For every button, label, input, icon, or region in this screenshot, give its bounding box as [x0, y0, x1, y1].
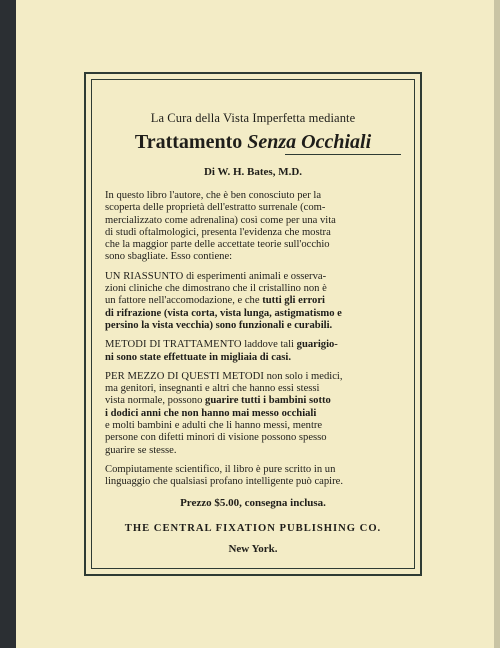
mezzo-line-3 [105, 395, 401, 407]
city: New York. [228, 542, 278, 555]
advertisement-frame [84, 72, 422, 576]
mezzo-paragraph [105, 371, 401, 457]
mezzo-caps: PER MEZZO DI QUESTI METODI [105, 370, 264, 382]
riassunto-line-5: persino la vista vecchia) sono funzionali e curabili. [105, 319, 333, 331]
title-italic: Senza Occhiali [247, 131, 372, 153]
riassunto-text: un fattore nell'accomodazione, e che [105, 295, 263, 307]
mezzo-line-5: e molti bambini e adulti che li hanno messi, mentre [105, 420, 323, 432]
subtitle: La Cura della Vista Imperfetta mediante [150, 111, 356, 125]
riassunto-text: di esperimenti animali e osserva- [183, 270, 327, 282]
mezzo-line-6: persone con difetti minori di visione possono spesso [105, 432, 327, 444]
intro-line: sono sbagliate. Esso contiene: [105, 251, 233, 263]
advertisement-inner-frame [91, 79, 415, 569]
title-underline [285, 154, 401, 155]
page-edge [494, 0, 500, 648]
publisher: THE CENTRAL FIXATION PUBLISHING CO. [124, 522, 382, 534]
mezzo-line-4: i dodici anni che non hanno mai messo occhiali [105, 407, 317, 419]
mezzo-line-7: guarire se stesse. [105, 444, 177, 456]
mezzo-line-2: ma genitori, insegnanti e altri che hanno essi stessi [105, 383, 320, 395]
mezzo-text: non solo i medici, [263, 370, 343, 382]
title-main: Trattamento [134, 131, 248, 153]
metodi-line-1 [105, 339, 401, 351]
riassunto-line-4: di rifrazione (vista corta, vista lunga, astigmatismo e [105, 307, 342, 319]
metodi-text: laddove tali [241, 339, 297, 351]
price: Prezzo $5.00, consegna inclusa. [180, 496, 326, 509]
metodi-paragraph [105, 339, 401, 364]
riassunto-line-3 [105, 295, 401, 307]
closing-line: Compiutamente scientifico, il libro è pure scritto in un [105, 463, 336, 475]
intro-line: di studi oftalmologici, presenta l'evidenza che mostra [105, 226, 331, 238]
metodi-caps: METODI DI TRATTAMENTO [105, 339, 242, 351]
mezzo-text: vista normale, possono [105, 395, 206, 407]
riassunto-line-2: zioni cliniche che dimostrano che il cristallino non è [105, 283, 327, 295]
mezzo-bold: guarire tutti i bambini sotto [205, 395, 331, 407]
page-title [105, 130, 401, 154]
closing-paragraph [105, 464, 401, 489]
riassunto-paragraph [105, 271, 401, 332]
riassunto-caps: UN RIASSUNTO [105, 270, 184, 282]
closing-line: linguaggio che qualsiasi profano intelligente può capire. [105, 476, 343, 488]
intro-line: che la maggior parte delle accettate teorie sull'occhio [105, 239, 330, 251]
riassunto-line-1 [105, 271, 401, 283]
riassunto-bold: tutti gli errori [262, 295, 325, 307]
intro-line: scoperta delle proprietà dell'estratto surrenale (com- [105, 202, 326, 214]
metodi-line-2: ni sono state effettuate in migliaia di casi. [105, 351, 291, 363]
intro-line: In questo libro l'autore, che è ben conosciuto per la [105, 190, 322, 201]
intro-line: mercializzato come adrenalina) così come per una vita [105, 214, 336, 226]
metodi-bold: guarigio- [296, 339, 338, 351]
mezzo-line-1 [105, 371, 401, 383]
author: Di W. H. Bates, M.D. [203, 166, 303, 178]
intro-paragraph [105, 190, 401, 264]
